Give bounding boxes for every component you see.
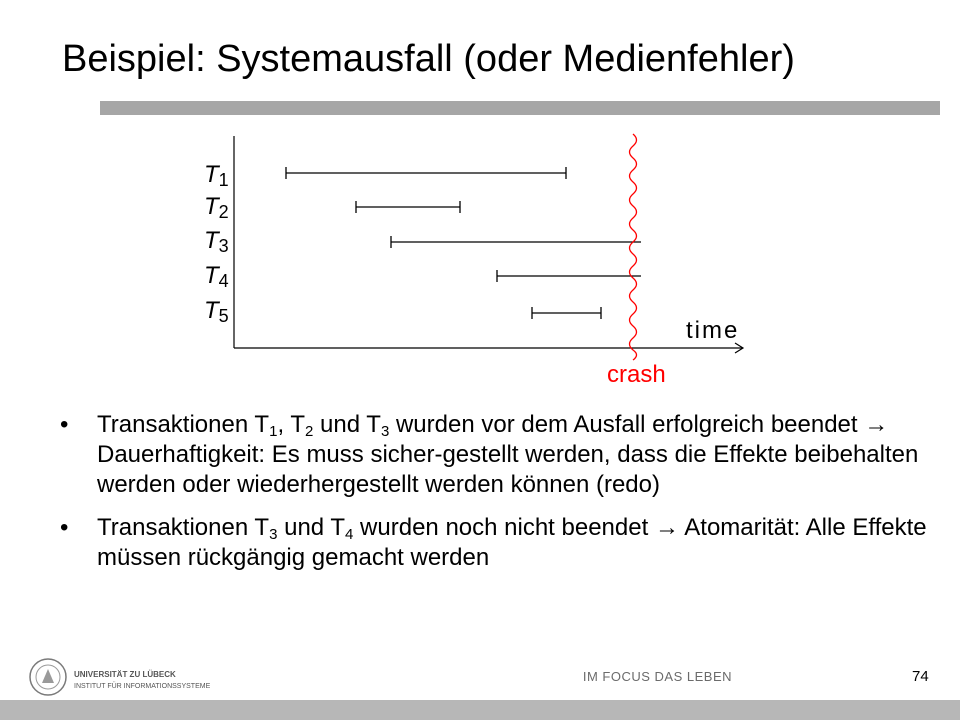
bullet-text: Transaktionen $T_1$, $T_2$ und $T_3$ wurden vor dem Ausfall erfolgreich beendet → Dauerhaftigkeit: Es muss sicher-gestellt werden, dass die Effekte beibehalten werden oder wiederhergestellt werden können (redo) bbox=[97, 411, 919, 498]
page-number: 74 bbox=[912, 668, 929, 685]
transaction-label-t4: T4 bbox=[204, 262, 229, 291]
bullet-list bbox=[60, 410, 930, 586]
transaction-label-t5: T5 bbox=[204, 297, 229, 326]
bullet-marker: • bbox=[60, 411, 69, 438]
footer-slogan: IM FOCUS DAS LEBEN bbox=[582, 669, 732, 684]
transaction-label-t2: T2 bbox=[204, 193, 229, 222]
logo-university-name: UNIVERSITÄT ZU LÜBECK bbox=[74, 670, 176, 679]
time-axis-label: time bbox=[686, 317, 740, 344]
bullet-text: Transaktionen $T_3$ und $T_4$ wurden noch nicht beendet → Atomarität: Alle Effekte müssen rückgängig gemacht werden bbox=[97, 514, 927, 571]
bullet-marker: • bbox=[60, 514, 69, 541]
crash-line bbox=[630, 134, 637, 360]
transaction-bar-t1 bbox=[286, 167, 566, 179]
transaction-bar-t2 bbox=[356, 201, 460, 213]
arrow-right-icon: → bbox=[654, 514, 679, 541]
university-logo bbox=[28, 656, 228, 698]
transaction-bar-t5 bbox=[532, 307, 601, 319]
bullet-item bbox=[60, 410, 930, 500]
transaction-label-t3: T3 bbox=[204, 227, 229, 256]
logo-institute-name: INSTITUT FÜR INFORMATIONSSYSTEME bbox=[74, 683, 211, 690]
slide-title: Beispiel: Systemausfall (oder Medienfehler) bbox=[62, 38, 795, 80]
transaction-bar-t3 bbox=[391, 236, 641, 248]
bullet-item bbox=[60, 513, 930, 573]
footer-bar bbox=[0, 700, 960, 720]
transaction-bar-t4 bbox=[497, 270, 641, 282]
transaction-label-t1: T1 bbox=[204, 161, 229, 190]
crash-label: crash bbox=[607, 361, 666, 388]
arrow-right-icon: → bbox=[864, 411, 889, 438]
